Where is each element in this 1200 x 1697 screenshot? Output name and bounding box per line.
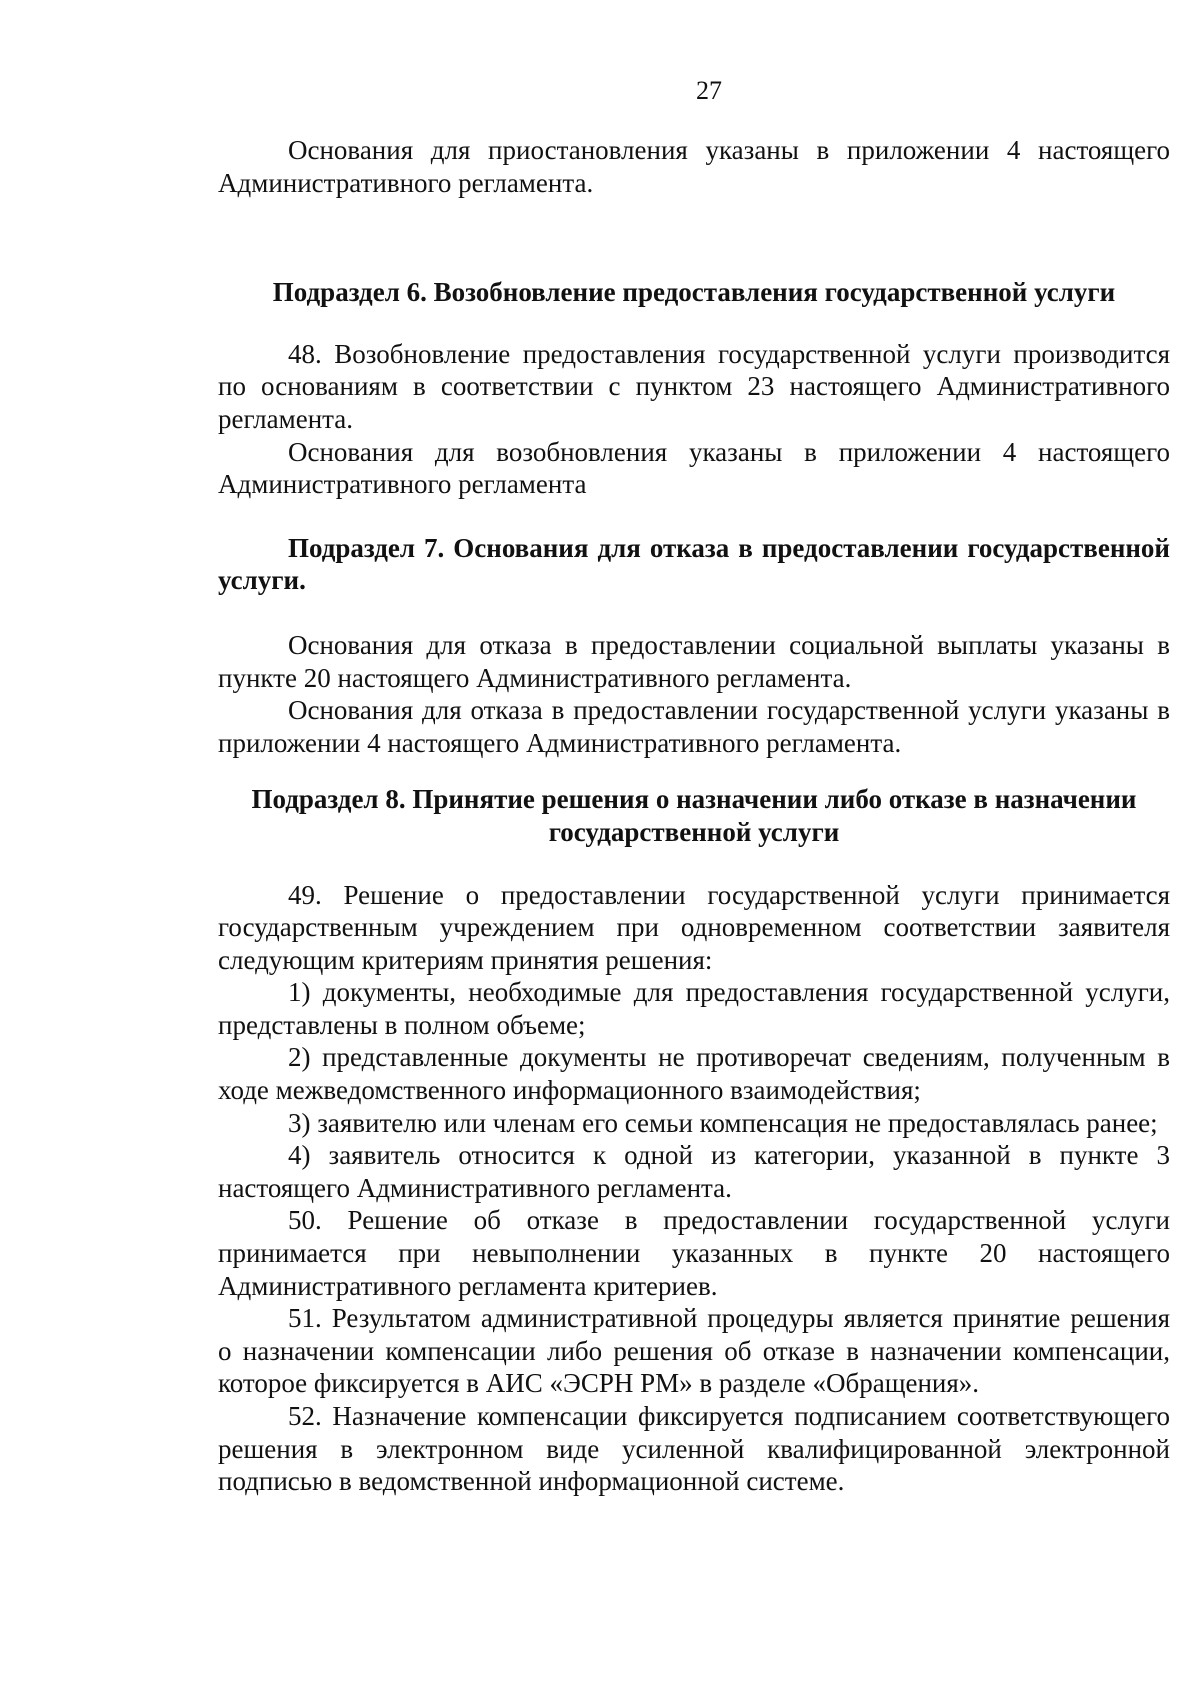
criterion-4: 4) заявитель относится к одной из категории, указанной в пункте 3 настоящего Административного регламента. bbox=[218, 1140, 1170, 1203]
intro-paragraph: Основания для приостановления указаны в приложении 4 настоящего Административного регламента. bbox=[218, 135, 1170, 198]
paragraph-48-grounds: Основания для возобновления указаны в приложении 4 настоящего Административного регламента bbox=[218, 436, 1170, 500]
section-7-paragraph-2: Основания для отказа в предоставлении государственной услуги указаны в приложении 4 настоящего Административного регламента. bbox=[218, 695, 1170, 758]
section-7-heading: Подраздел 7. Основания для отказа в предоставлении государственной услуги. bbox=[218, 532, 1170, 596]
criterion-3: 3) заявителю или членам его семьи компенсация не предоставлялась ранее; bbox=[288, 1107, 1158, 1138]
paragraph-52: 52. Назначение компенсации фиксируется подписанием соответствующего решения в электронном виде усиленной квалифицированной электронной подписью в ведомственной информационной системе. bbox=[218, 1401, 1170, 1497]
criterion-1: 1) документы, необходимые для предоставления государственной услуги, представлены в полном объеме; bbox=[218, 977, 1170, 1040]
criterion-2: 2) представленные документы не противоречат сведениям, полученным в ходе межведомственного информационного взаимодействия; bbox=[218, 1042, 1170, 1106]
section-8-heading: Подраздел 8. Принятие решения о назначении либо отказе в назначении государственной услуги bbox=[251, 784, 1137, 847]
section-7-paragraph-1: Основания для отказа в предоставлении социальной выплаты указаны в пункте 20 настоящего Административного регламента. bbox=[218, 629, 1170, 693]
paragraph-50: 50. Решение об отказе в предоставлении государственной услуги принимается при невыполнении указанных в пункте 20 настоящего Административного регламента критериев. bbox=[218, 1205, 1170, 1301]
document-body bbox=[218, 134, 1170, 1498]
paragraph-51: 51. Результатом административной процедуры является принятие решения о назначении компенсации либо решения об отказе в назначении компенсации, которое фиксируется в АИС «ЭСРН РМ» в разделе «Обращения». bbox=[218, 1303, 1170, 1399]
page-number: 27 bbox=[696, 76, 722, 105]
paragraph-49: 49. Решение о предоставлении государственной услуги принимается государственным учреждением при одновременном соответствии заявителя следующим критериям принятия решения: bbox=[218, 879, 1170, 975]
paragraph-48: 48. Возобновление предоставления государственной услуги производится по основаниям в соответствии с пунктом 23 настоящего Административного регламента. bbox=[218, 338, 1170, 434]
section-6-heading: Подраздел 6. Возобновление предоставления государственной услуги bbox=[272, 277, 1116, 308]
